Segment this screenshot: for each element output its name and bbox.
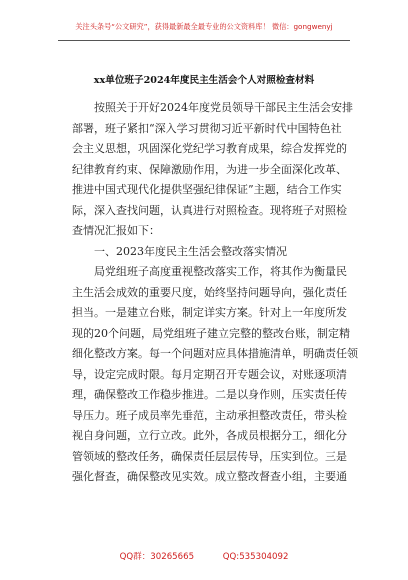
body-line: 按照关于开好2024年度党员领导干部民主生活会安排	[94, 101, 353, 114]
body-line: 担当。一是建立台账，制定详实方案。针对上一年度所发	[72, 306, 347, 319]
section-heading: 一、2023年度民主生活会整改落实情况	[94, 244, 287, 258]
footer-qq-group: QQ群：30265665	[119, 552, 195, 562]
body-line: 导，设定完成时限。每月定期召开专题会议，对账逐项清	[72, 367, 347, 381]
body-line: 会主义思想，巩固深化党纪学习教育成果，综合发挥党的	[72, 142, 347, 155]
footer-contact	[0, 550, 408, 562]
body-line: 细化整改方案。每一个问题对应具体措施清单，明确责任领	[72, 347, 358, 360]
header-divider	[58, 40, 350, 41]
body-line: 际，深入查找问题，认真进行对照检查。现将班子对照检	[72, 203, 347, 217]
body-line: 导压力。班子成员率先垂范，主动承担整改责任，带头检	[72, 408, 347, 422]
document-title: xx单位班子2024年度民主生活会个人对照检查材料	[93, 75, 315, 86]
body-line: 理，确保整改工作稳步推进。二是以身作则，压实责任传	[72, 388, 347, 401]
body-line: 视自身问题，立行立改。此外，各成员根据分工，细化分	[72, 429, 347, 442]
body-line: 强化督查，确保整改见实效。成立整改督查小组，主要通	[72, 470, 347, 483]
body-line: 纪律教育约束、保障激励作用，为进一步全面深化改革、	[72, 162, 347, 176]
document-body	[72, 98, 358, 488]
body-line: 查情况汇报如下：	[72, 224, 160, 237]
body-line: 管领域的整改任务，确保责任层层传导，压实到位。三是	[72, 449, 347, 463]
body-line: 现的20个问题，局党组班子建立完整的整改台账，制定精	[72, 326, 350, 340]
body-line: 局党组班子高度重视整改落实工作，将其作为衡量民	[94, 265, 347, 278]
body-line: 推进中国式现代化提供坚强纪律保证”主题，结合工作实	[72, 183, 342, 196]
header-banner: 关注头条号“公文研究”，获得最新最全最专业的公文资料库！ 微信：gongwenyj	[75, 22, 333, 31]
body-line: 部署，班子紧扣“深入学习贯彻习近平新时代中国特色社	[72, 121, 342, 135]
footer-qq-number: QQ:535304092	[222, 552, 289, 562]
body-line: 主生活会成效的重要尺度，始终坚持问题导向，强化责任	[72, 285, 347, 299]
